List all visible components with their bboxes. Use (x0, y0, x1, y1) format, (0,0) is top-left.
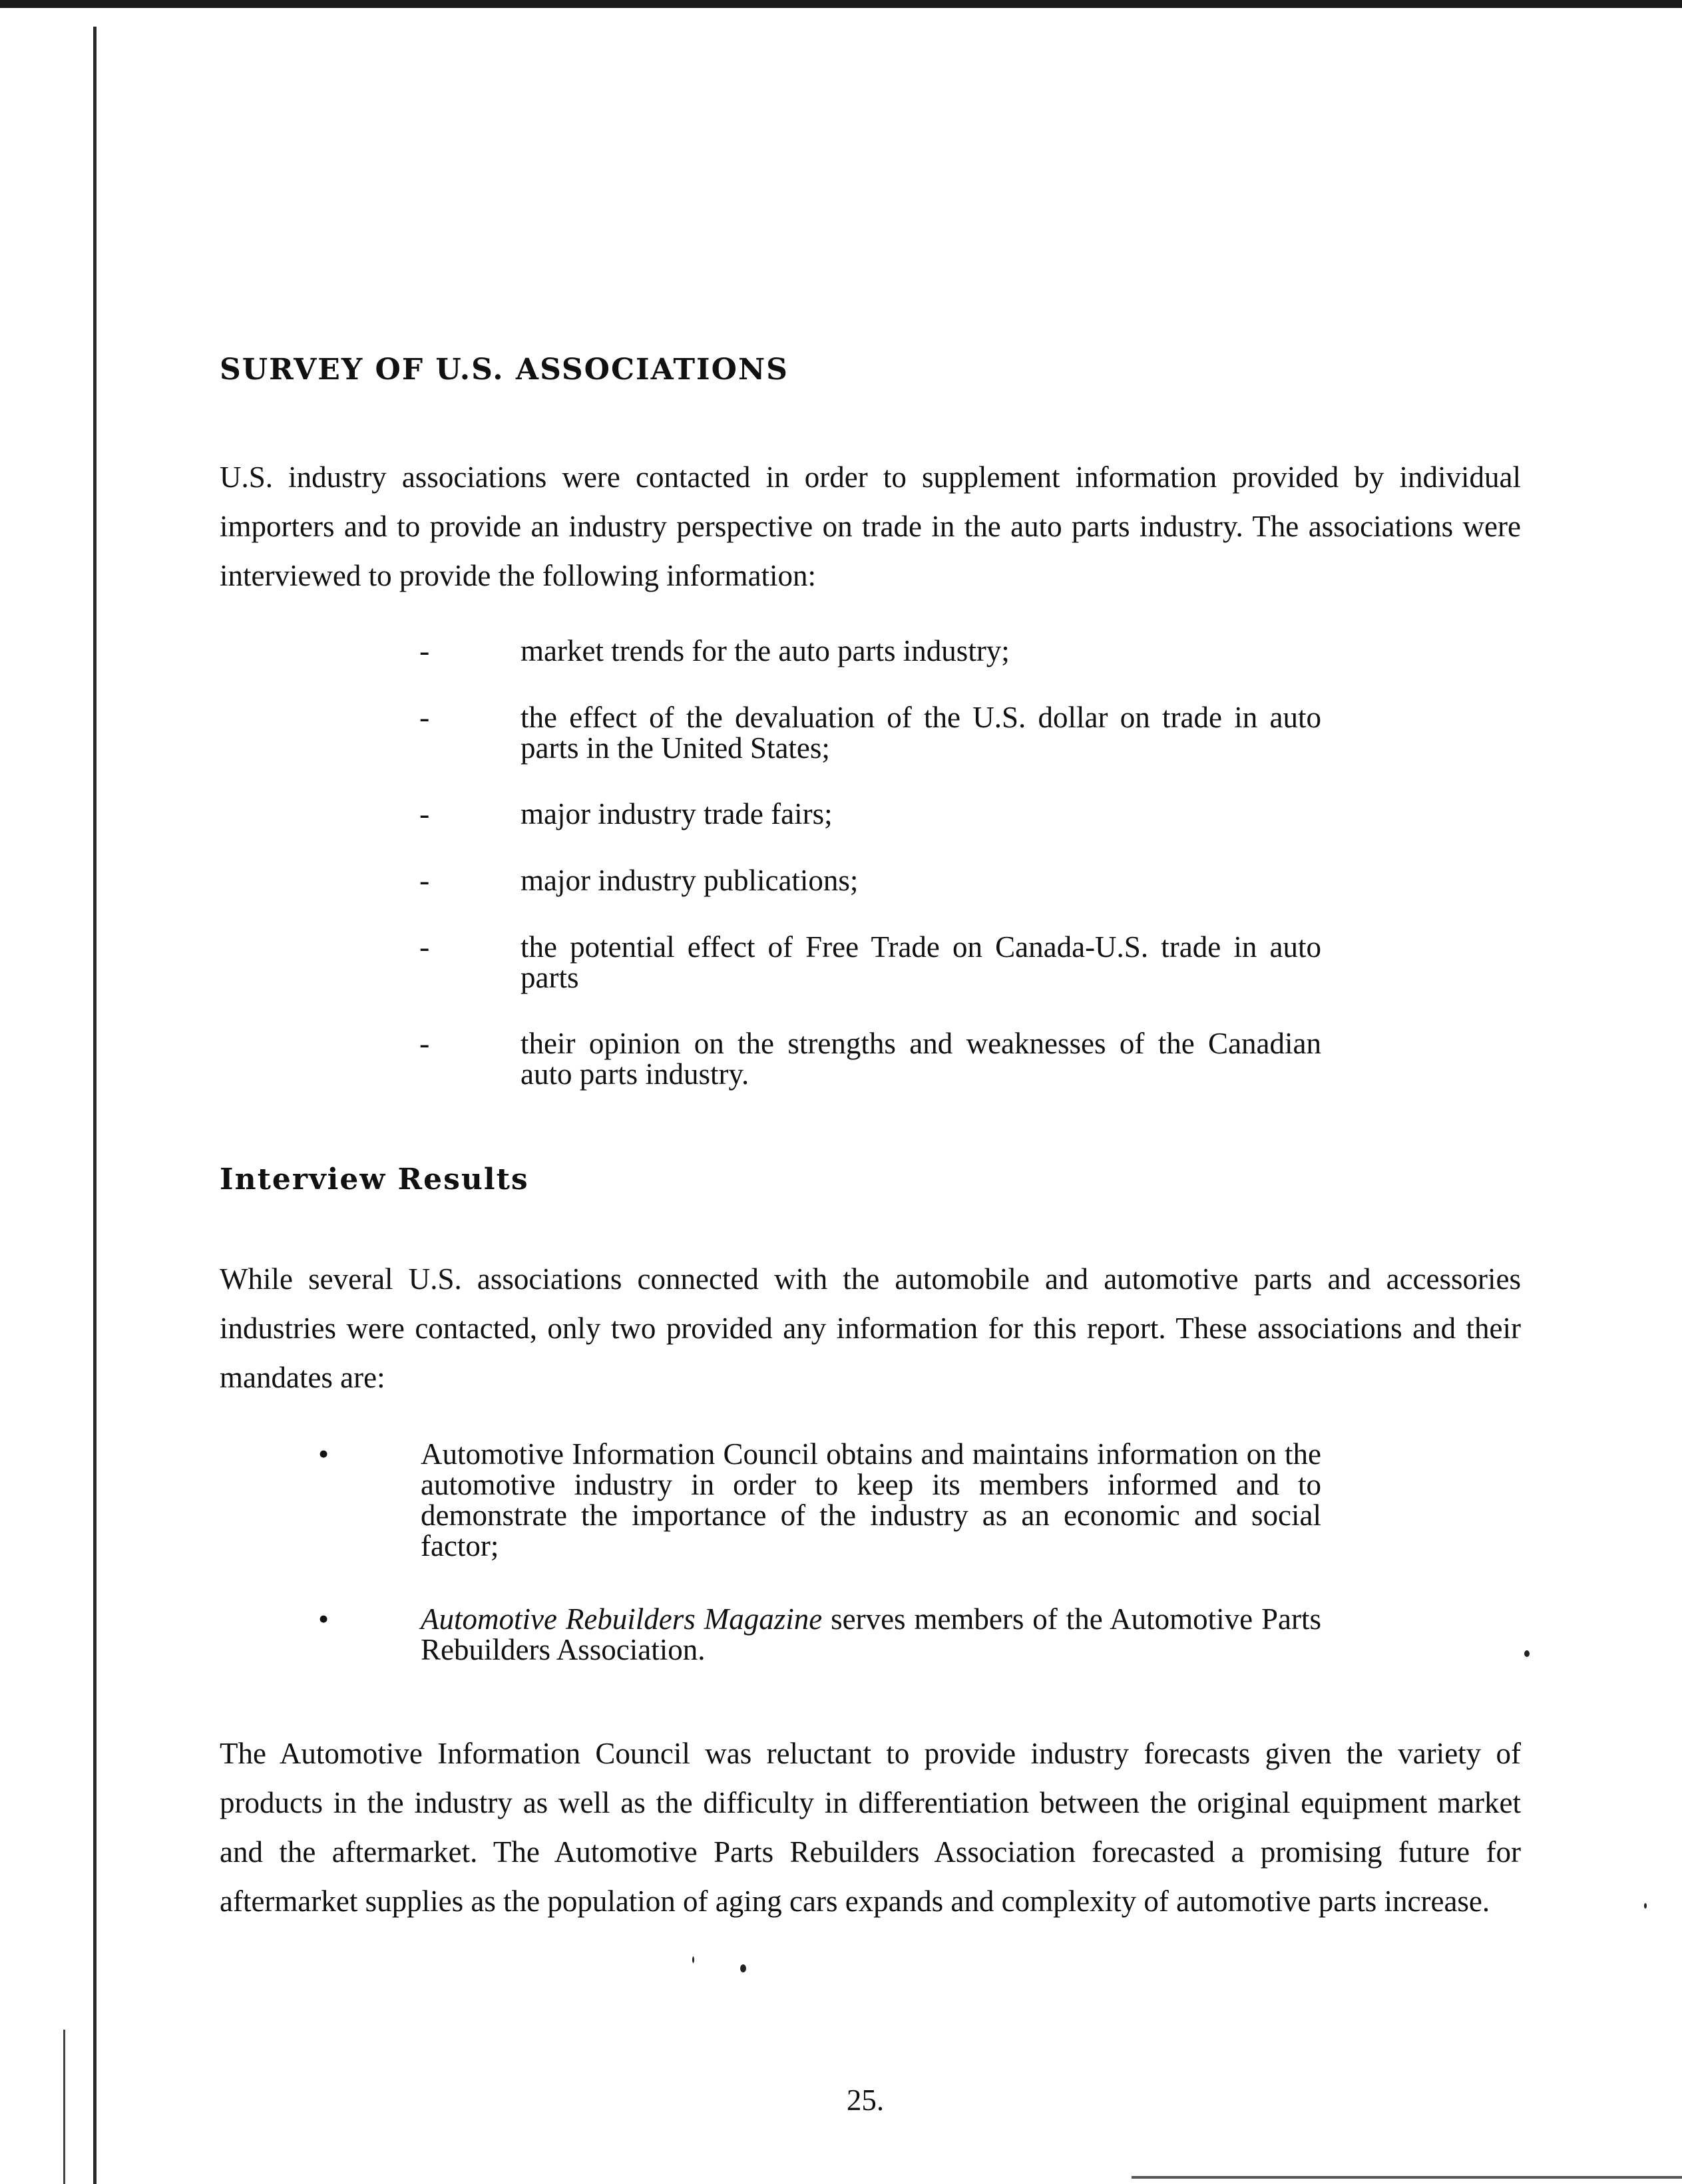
list-item-text: the effect of the devaluation of the U.S. dollar on trade in auto parts in the United States; (521, 701, 1321, 765)
subsection-heading: Interview Results (220, 1163, 529, 1196)
scan-speck (1644, 1903, 1647, 1909)
list-item-text: major industry publications; (521, 864, 859, 897)
scan-top-edge (0, 0, 1682, 8)
page-number: 25. (846, 2084, 885, 2117)
list-item-text-rest: serves members of the Automotive Parts Rebuilders Association. (421, 1602, 1321, 1666)
bullet-marker: • (318, 1602, 329, 1636)
list-item-text: Automotive Information Council obtains and maintains information on the automotive industry in order to keep its members informed and to demonstrate the importance of the industry as an economic and social factor; (421, 1437, 1321, 1562)
scan-speck (740, 1964, 746, 1972)
list-item-text: market trends for the auto parts industry; (521, 634, 1010, 667)
bullet-marker: • (318, 1437, 329, 1471)
section-heading: SURVEY OF U.S. ASSOCIATIONS (220, 353, 789, 387)
scan-left-binding-line (93, 27, 97, 2184)
list-item-text: their opinion on the strengths and weaknesses of the Canadian auto parts industry. (521, 1027, 1321, 1091)
results-paragraph: While several U.S. associations connected with the automobile and automotive parts and accessories industries were contacted, only two provided any information for this report. These associations and their mandates are: (220, 1262, 1521, 1394)
list-item-text: major industry trade fairs; (521, 797, 833, 830)
publication-title: Automotive Rebuilders Magazine (421, 1602, 823, 1636)
scan-speck (1524, 1650, 1530, 1657)
dash-marker: - (419, 930, 430, 964)
scan-bottom-edge (1132, 2176, 1682, 2179)
dash-marker: - (419, 1026, 430, 1060)
scan-left-edge-mark (63, 2030, 65, 2184)
list-item-text (421, 1604, 1321, 1665)
intro-paragraph: U.S. industry associations were contacted in order to supplement information provided by individual importers and to provide an industry perspective on trade in the auto parts industry. The associations were interviewed to provide the following information: (220, 460, 1521, 592)
scan-speck (692, 1956, 694, 1963)
dash-marker: - (419, 634, 430, 667)
list-item-text: the potential effect of Free Trade on Canada-U.S. trade in auto parts (521, 930, 1321, 994)
dash-marker: - (419, 863, 430, 897)
closing-paragraph: The Automotive Information Council was reluctant to provide industry forecasts given the variety of products in the industry as well as the difficulty in differentiation between the original equipment market and the aftermarket. The Automotive Parts Rebuilders Association forecasted a promising future for aftermarket supplies as the population of aging cars expands and complexity of automotive parts increase. (220, 1737, 1521, 1918)
dash-marker: - (419, 797, 430, 830)
dash-marker: - (419, 700, 430, 734)
